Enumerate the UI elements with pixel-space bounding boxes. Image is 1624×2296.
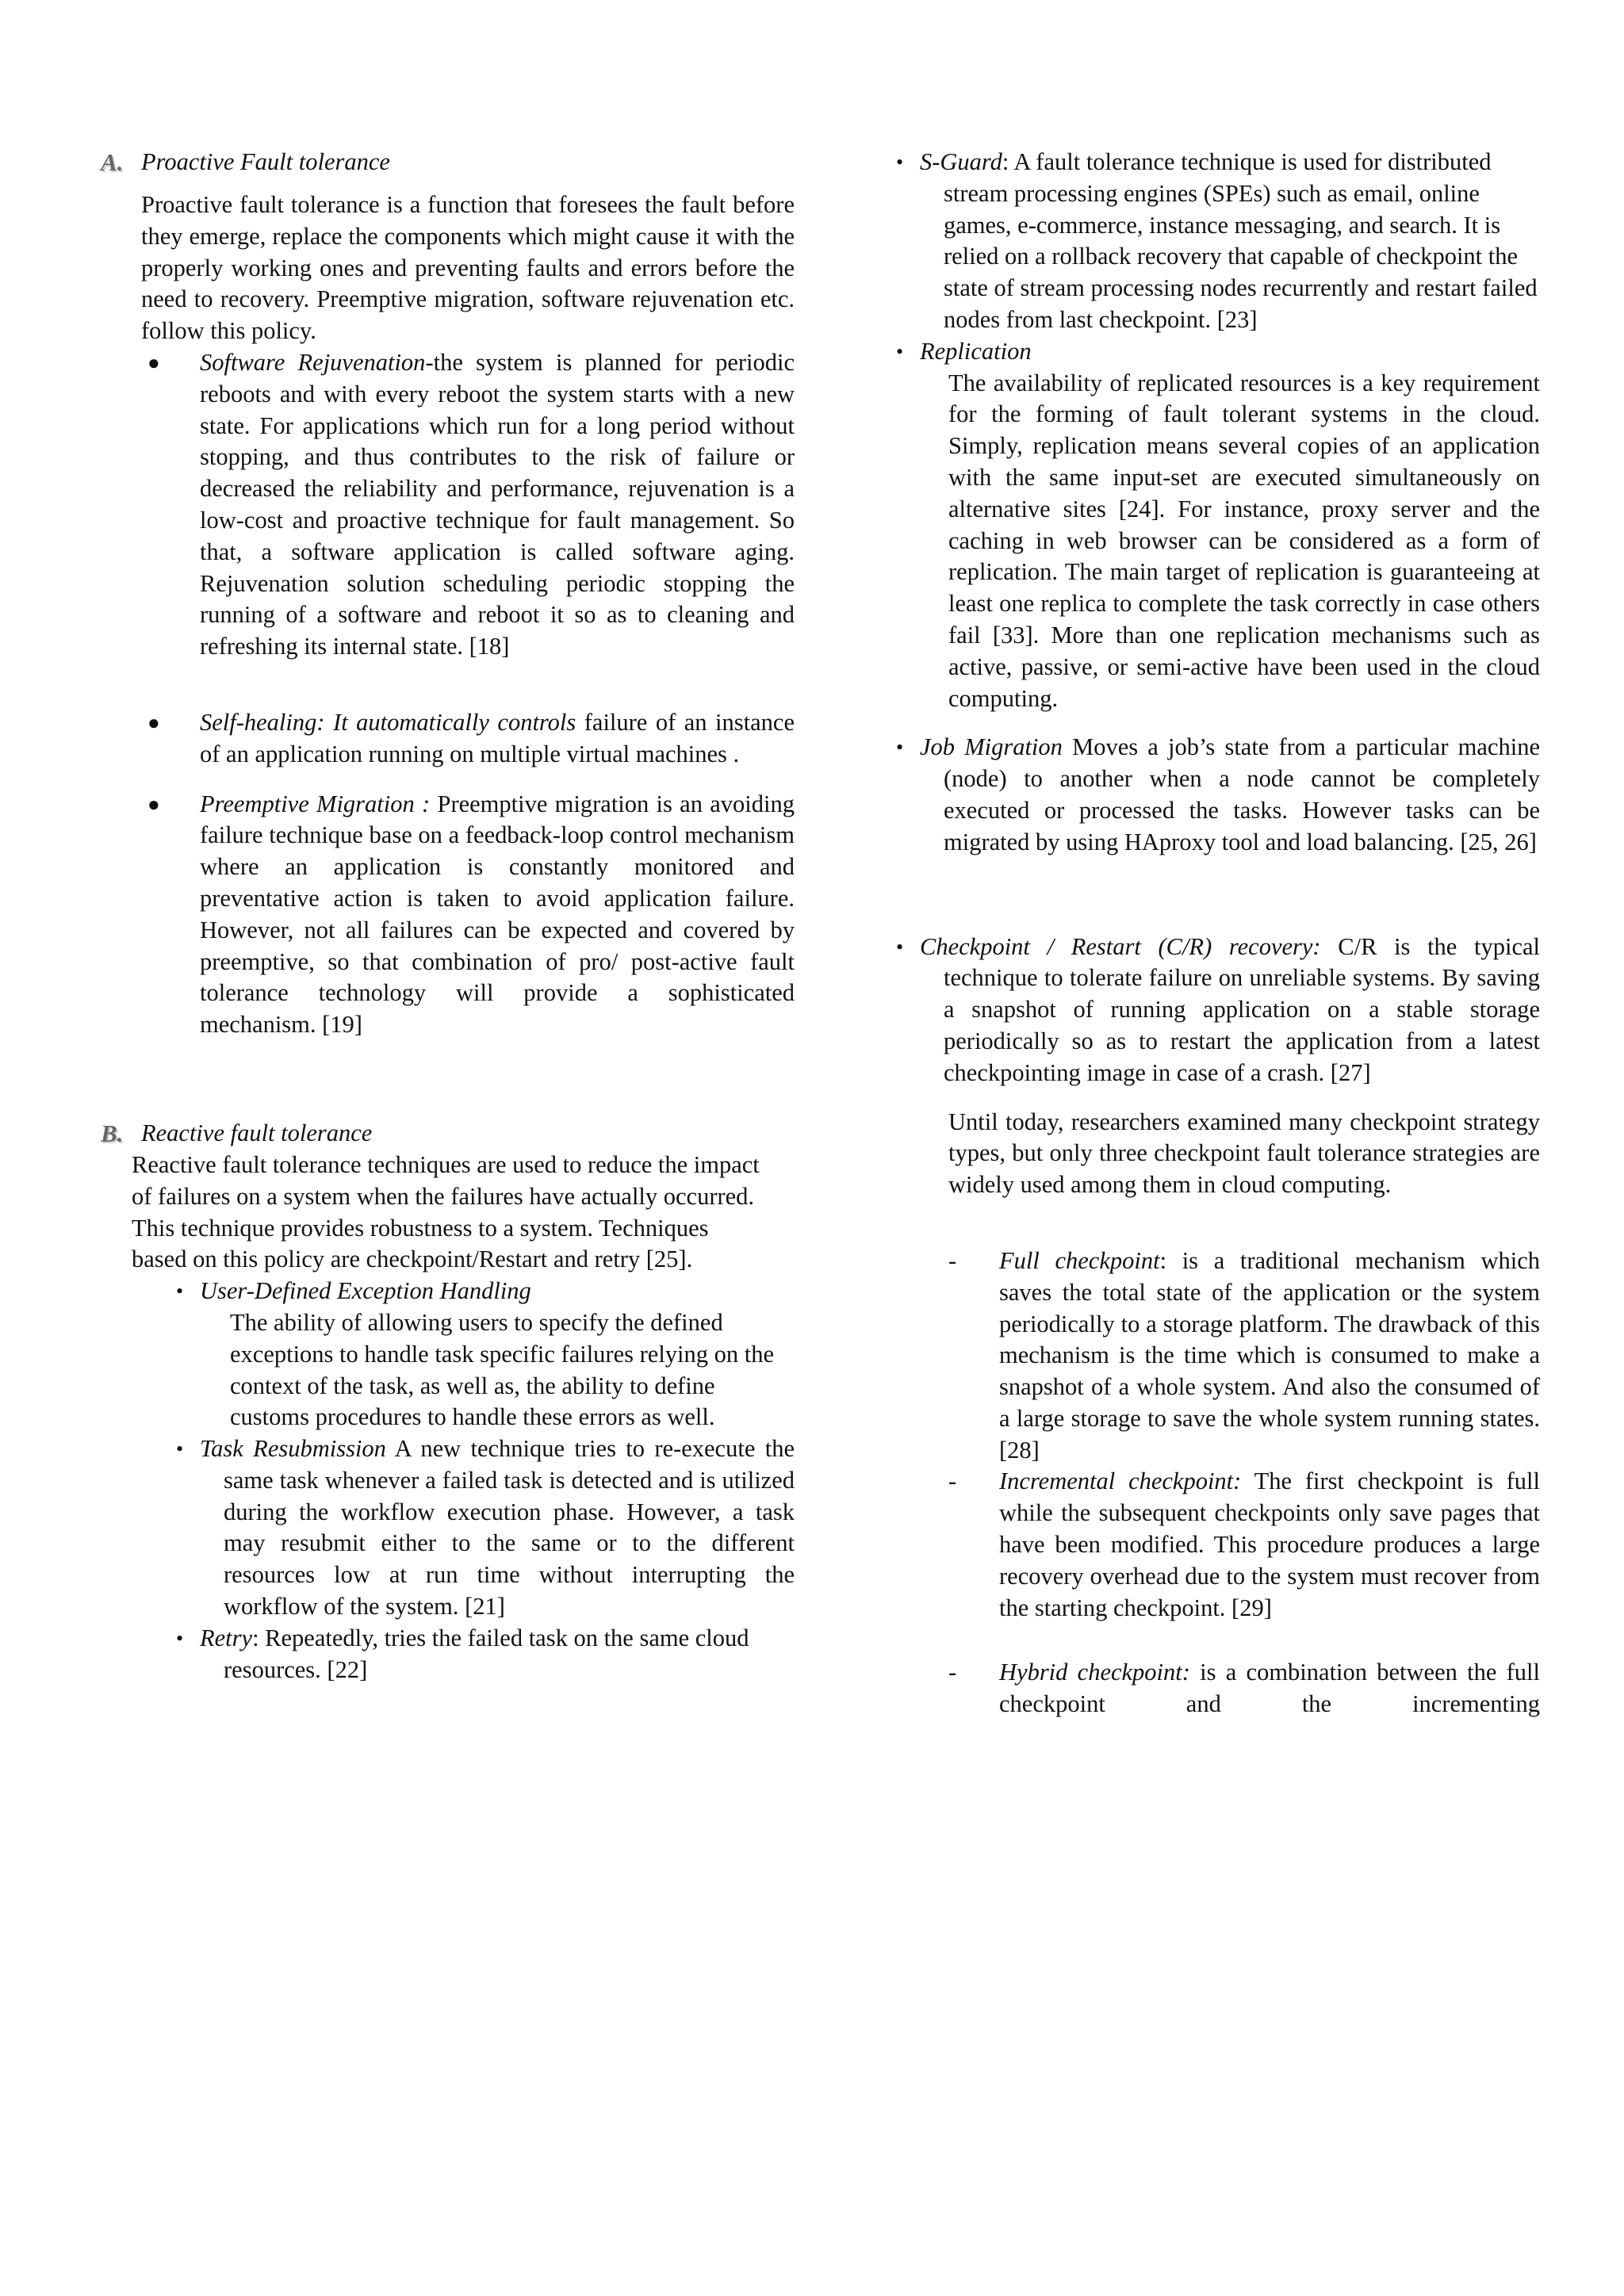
bullet-icon: • [896, 935, 904, 959]
bullet-icon: ● [147, 710, 160, 734]
term-self-healing: Self-healing: It automatically controls [200, 708, 576, 736]
text-retry: : Repeatedly, tries the failed task on the same cloud resources. [22] [224, 1624, 749, 1683]
term-user-defined-exception: User-Defined Exception Handling [200, 1277, 531, 1305]
text-software-rejuvenation: -the system is planned for periodic reboots and with every reboot the system starts with a new state. For applications which run for a long period without stopping, and thus contributes to the risk of failure or decreased the reliability and performance, rejuvenation is a low-cost and proactive technique for fault management. So that, a software application is called software aging. Rejuvenation solution scheduling periodic stopping the running of a software and reboot it so as to cleaning and refreshing its internal state. [18] [200, 348, 795, 660]
section-a-intro: Proactive fault tolerance is a function that foresees the fault before they emerge, replace the components which might cause it with the properly working ones and preventing faults and errors before the need to recovery. Preemptive migration, software rejuvenation etc. follow this policy. [141, 191, 795, 345]
left-column [97, 147, 795, 1686]
term-preemptive-migration: Preemptive Migration : [200, 790, 431, 817]
section-b-letter: B. [101, 1119, 124, 1147]
section-b-heading [97, 1118, 795, 1150]
list-item-hybrid-checkpoint [948, 1657, 1540, 1720]
term-task-resubmission: Task Resubmission [200, 1435, 386, 1463]
text-incremental-checkpoint: The first checkpoint is full while the subsequent checkpoints only save pages that have been modified. This procedure produces a large recovery overhead due to the system must recover from the starting checkpoint. [29] [999, 1468, 1540, 1621]
bullet-icon: • [176, 1437, 184, 1461]
bullet-icon: • [176, 1280, 184, 1303]
list-item-replication [896, 336, 1540, 715]
text-s-guard: : A fault tolerance technique is used for distributed stream processing engines (SPEs) such as email, online games, e-commerce, instance messaging, and search. It is relied on a rollback recovery that capable of checkpoint the state of stream processing nodes recurrently and restart failed nodes from last checkpoint. [23] [944, 148, 1538, 333]
list-item-preemptive-migration [147, 789, 795, 1041]
term-incremental-checkpoint: Incremental checkpoint: [999, 1468, 1242, 1495]
term-job-migration: Job Migration [920, 733, 1063, 761]
text-task-resubmission: A new technique tries to re-execute the same task whenever a failed task is detected and is utilized during the workflow execution phase. However, a task may resubmit either to the same or to the different resources low at run time without interrupting the workflow of the system. [21] [224, 1435, 795, 1621]
dash-marker: - [948, 1468, 957, 1495]
list-item-s-guard [896, 147, 1540, 336]
list-item-retry [176, 1623, 779, 1686]
term-hybrid-checkpoint: Hybrid checkpoint: [999, 1659, 1190, 1686]
term-full-checkpoint: Full checkpoint [999, 1246, 1160, 1274]
dash-marker: - [948, 1659, 957, 1686]
section-b-title: Reactive fault tolerance [141, 1119, 373, 1146]
text-job-migration: Moves a job’s state from a particular machine (node) to another when a node cannot be completely executed or processed the tasks. However tasks can be migrated by using HAproxy tool and load balancing. [25, 26] [944, 733, 1540, 855]
list-item-self-healing [147, 707, 795, 771]
term-replication: Replication [920, 337, 1032, 365]
bullet-icon: • [176, 1626, 184, 1650]
list-item-software-rejuvenation [147, 347, 795, 663]
text-hybrid-checkpoint: is a combination between the full checkpoint and the incrementing [999, 1659, 1540, 1718]
term-checkpoint-restart: Checkpoint / Restart (C/R) recovery: [920, 932, 1321, 960]
list-item-job-migration [896, 732, 1540, 858]
until-today-paragraph: Until today, researchers examined many checkpoint strategy types, but only three checkpoint fault tolerance strategies are widely used among them in cloud computing. [948, 1108, 1540, 1199]
text-user-defined-exception: The ability of allowing users to specify the defined exceptions to handle task specific failures relying on the context of the task, as well as, the ability to define customs procedures to handle these errors as well. [230, 1308, 775, 1431]
term-retry: Retry [200, 1624, 253, 1651]
dash-marker: - [948, 1246, 957, 1274]
bullet-icon: • [896, 339, 904, 363]
bullet-icon: • [896, 736, 904, 760]
section-a-heading [97, 147, 795, 178]
list-item-incremental-checkpoint [948, 1466, 1540, 1624]
term-s-guard: S-Guard [920, 148, 1002, 175]
right-column [896, 147, 1540, 1720]
bullet-icon: ● [147, 792, 160, 816]
section-a-letter: A. [101, 148, 124, 176]
text-self-healing: failure of an instance of an application running on multiple virtual machines . [200, 708, 795, 767]
text-checkpoint-restart: C/R is the typical technique to tolerate failure on unreliable systems. By saving a snapshot of running application on a stable storage periodically so as to restart the application from a latest checkpointing image in case of a crash. [27] [944, 932, 1540, 1086]
text-full-checkpoint: : is a traditional mechanism which saves the total state of the application or the system periodically to a storage platform. The drawback of this mechanism is the time which is consumed to make a snapshot of a whole system. And also the consumed of a large storage to save the whole system running states. [28] [999, 1246, 1540, 1464]
bullet-icon: ● [147, 350, 160, 374]
section-a-title: Proactive Fault tolerance [141, 148, 390, 175]
list-item-full-checkpoint [948, 1246, 1540, 1467]
section-b-intro: Reactive fault tolerance techniques are used to reduce the impact of failures on a system when the failures have actually occurred. This technique provides robustness to a system. Techniques based on this policy are checkpoint/Restart and retry [25]. [132, 1150, 760, 1273]
list-item-task-resubmission [176, 1433, 795, 1623]
list-item-user-defined-exception [176, 1276, 795, 1433]
text-preemptive-migration: Preemptive migration is an avoiding failure technique base on a feedback-loop control mechanism where an application is constantly monitored and preventative action is taken to avoid application failure. However, not all failures can be expected and covered by preemptive, so that combination of pro/ post-active fault tolerance technology will provide a sophisticated mechanism. [19] [200, 790, 795, 1039]
text-replication: The availability of replicated resources is a key requirement for the forming of fault tolerant systems in the cloud. Simply, replication means several copies of an application with the same input-set are executed simultaneously on alternative sites [24]. For instance, proxy server and the caching in web browser can be considered as a form of replication. The main target of replication is guaranteeing at least one replica to complete the task correctly in case others fail [33]. More than one replication mechanisms such as active, passive, or semi-active have been used in the cloud computing. [948, 369, 1540, 712]
list-item-checkpoint-restart [896, 932, 1540, 1089]
bullet-icon: • [896, 151, 904, 174]
term-software-rejuvenation: Software Rejuvenation [200, 348, 426, 376]
